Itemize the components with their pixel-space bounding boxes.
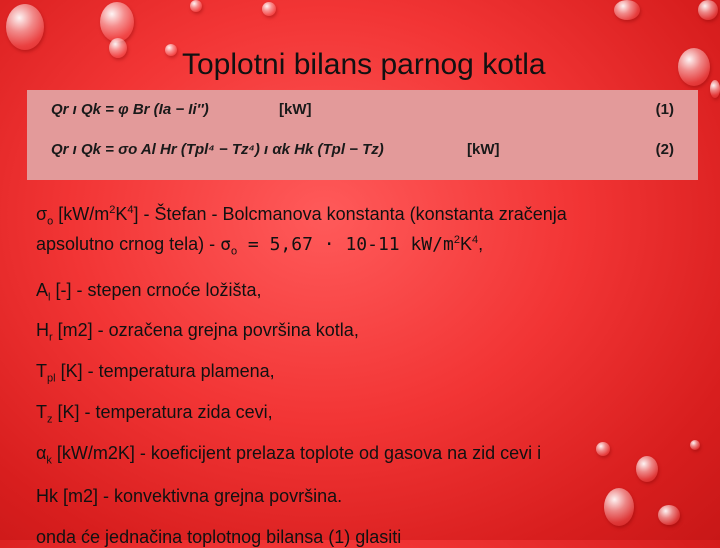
symbol-subscript: pl — [47, 372, 56, 385]
unit-part: [kW/m — [53, 204, 110, 224]
text-line-next: onda će jednačina toplotnog bilansa (1) glasiti — [36, 527, 402, 547]
definition-text: ] - Štefan - Bolcmanova konstanta (konstanta zračenja — [133, 204, 567, 224]
definition-text: [K] - temperatura zida cevi, — [52, 402, 273, 422]
water-drop-decoration — [109, 38, 127, 58]
sigma-subscript: o — [230, 245, 238, 258]
equation-2 — [27, 135, 698, 165]
water-drop-decoration — [636, 456, 658, 482]
symbol: T — [36, 361, 47, 381]
definition-text: [K] - temperatura plamena, — [55, 361, 275, 381]
symbol-subscript: k — [46, 454, 52, 467]
text-line-tpl — [36, 361, 275, 385]
text-line-tz — [36, 402, 273, 426]
text-line-sigma-value — [36, 234, 483, 258]
unit-part: K — [459, 234, 472, 254]
unit-superscript: 4 — [471, 234, 479, 246]
equation-2-number: (2) — [655, 141, 674, 158]
equation-1-unit: [kW] — [279, 101, 312, 118]
unit-superscript: 2 — [109, 204, 116, 216]
water-drop-decoration — [100, 2, 134, 42]
symbol-subscript: z — [47, 413, 53, 426]
text-line-hr — [36, 320, 359, 344]
water-drop-decoration — [690, 440, 700, 450]
symbol: A — [36, 280, 49, 300]
equation-1 — [27, 95, 698, 125]
slide-title: Toplotni bilans parnog kotla — [182, 48, 546, 81]
symbol-subscript: r — [49, 331, 53, 344]
water-drop-decoration — [262, 2, 276, 16]
water-drop-decoration — [678, 48, 710, 86]
symbol: H — [36, 320, 49, 340]
definition-text: [-] - stepen crnoće ložišta, — [50, 280, 262, 300]
definition-text: [kW/m2K] - koeficijent prelaza toplote od gasova na zid cevi i — [51, 443, 542, 463]
symbol: T — [36, 402, 47, 422]
equation-2-formula: Qr ı Qk = σo Al Hr (Tpl⁴ − Tz⁴) ı αk Hk (Tpl − Tz) — [51, 141, 384, 158]
water-drop-decoration — [165, 44, 177, 56]
unit-superscript: 2 — [453, 234, 460, 246]
sigma-subscript: o — [47, 215, 54, 228]
definition-text: apsolutno crnog tela) - — [36, 234, 221, 254]
text-line-sigma-definition — [36, 204, 567, 228]
water-drop-decoration — [604, 488, 634, 526]
water-drop-decoration — [658, 505, 680, 525]
sigma-symbol: σ — [220, 234, 231, 255]
water-drop-decoration — [6, 4, 44, 50]
sigma-symbol: σ — [36, 204, 48, 224]
water-drop-decoration — [710, 80, 720, 98]
water-drop-decoration — [698, 0, 718, 20]
symbol-subscript: l — [48, 291, 51, 304]
sigma-value: = 5,67 · 10-11 kW/m — [237, 234, 454, 255]
equation-2-unit: [kW] — [467, 141, 500, 158]
text-line-al — [36, 280, 262, 304]
water-drop-decoration — [614, 0, 640, 20]
unit-superscript: 4 — [127, 204, 134, 216]
equation-1-number: (1) — [655, 101, 674, 118]
equation-box — [27, 90, 698, 180]
symbol: α — [36, 443, 47, 463]
punctuation: , — [478, 234, 484, 254]
definition-text: [m2] - ozračena grejna površina kotla, — [52, 320, 359, 340]
text-line-hk: Hk [m2] - konvektivna grejna površina. — [36, 486, 343, 506]
water-drop-decoration — [190, 0, 202, 12]
unit-part: K — [115, 204, 128, 224]
text-line-alpha — [36, 443, 541, 467]
water-drop-decoration — [596, 442, 610, 456]
equation-1-formula: Qr ı Qk = φ Br (Ia − Ii″) — [51, 101, 209, 118]
